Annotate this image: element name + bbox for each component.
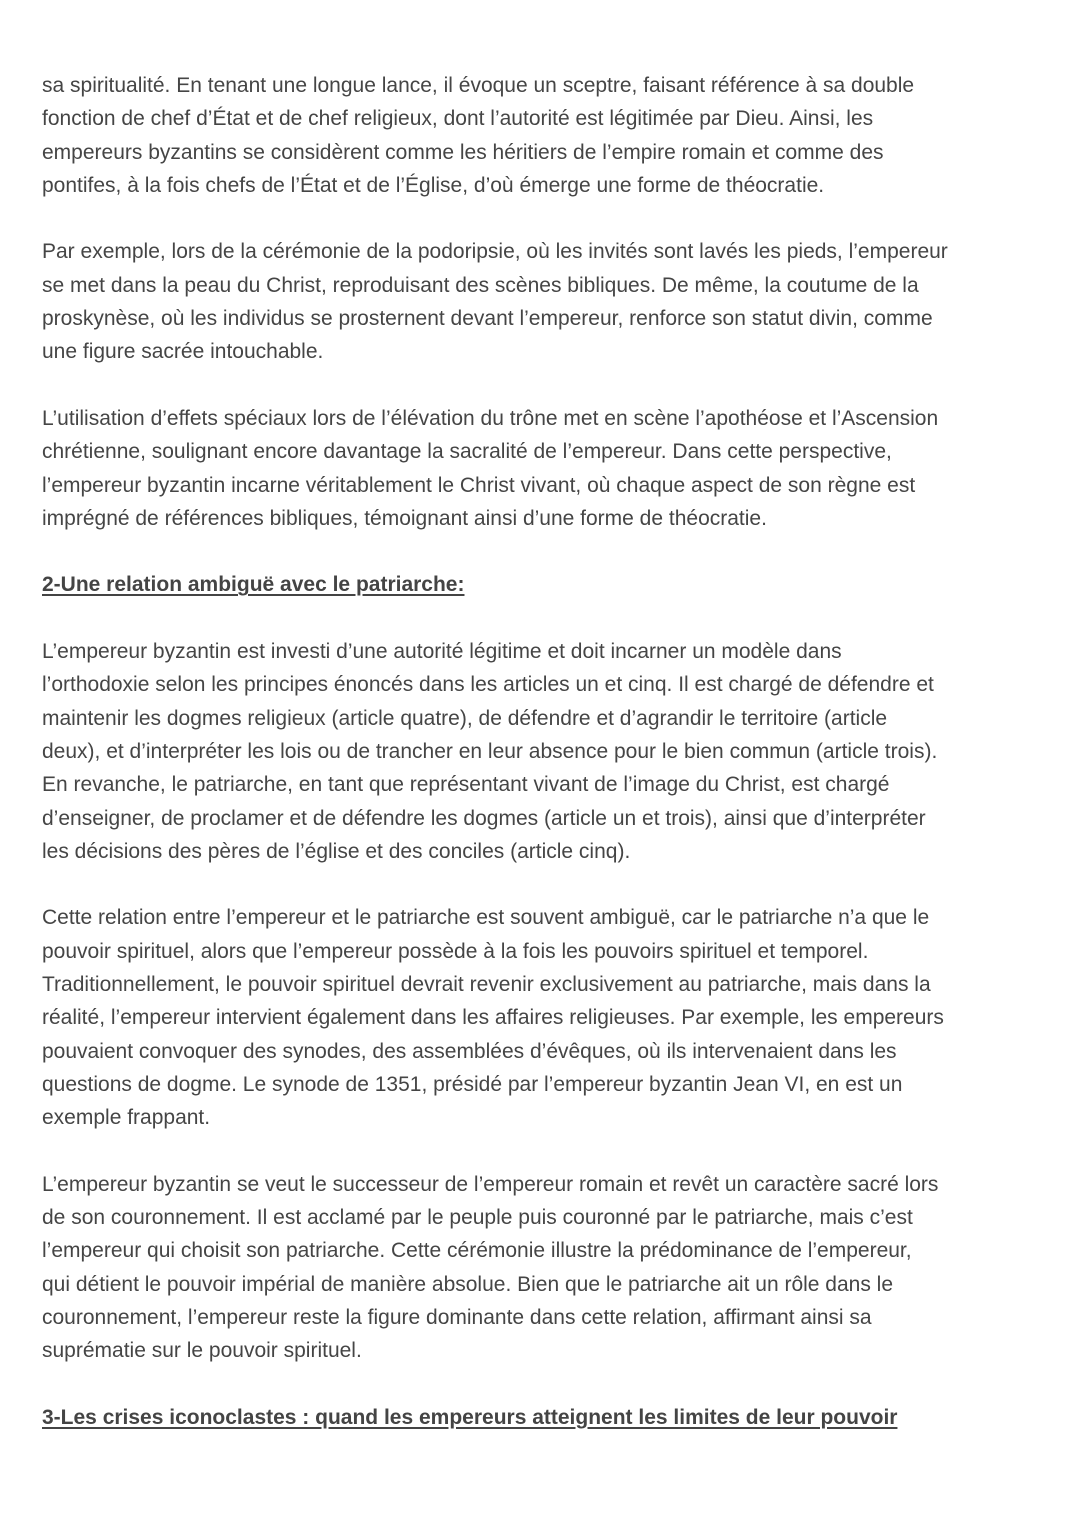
text-line: deux), et d’interpréter les lois ou de trancher en leur absence pour le bien commun (article trois). [42,739,938,763]
text-line: les décisions des pères de l’église et des conciles (article cinq). [42,839,631,863]
text-line: d’enseigner, de proclamer et de défendre les dogmes (article un et trois), ainsi que d’interpréter [42,806,926,830]
paragraph [42,402,1060,535]
text-line: proskynèse, où les individus se prosternent devant l’empereur, renforce son statut divin, comme [42,307,933,331]
text-line: pontifes, à la fois chefs de l’État et de l’Église, d’où émerge une forme de théocratie. [42,173,825,197]
text-line: imprégné de références bibliques, témoignant ainsi d’une forme de théocratie. [42,506,767,530]
section-heading: 3-Les crises iconoclastes : quand les empereurs atteignent les limites de leur pouvoir [42,1405,898,1429]
text-line: qui détient le pouvoir impérial de manière absolue. Bien que le patriarche ait un rôle dans le [42,1272,894,1296]
text-line: Traditionnellement, le pouvoir spirituel devrait revenir exclusivement au patriarche, mais dans la [42,973,931,997]
document-body [42,69,1060,1467]
text-line: sa spiritualité. En tenant une longue lance, il évoque un sceptre, faisant référence à sa double [42,74,915,97]
paragraph [42,901,1060,1134]
text-line: questions de dogme. Le synode de 1351, présidé par l’empereur byzantin Jean VI, en est un [42,1072,903,1096]
text-line: exemple frappant. [42,1106,211,1130]
paragraph [42,69,1060,202]
section-heading: 2-Une relation ambiguë avec le patriarche: [42,573,465,597]
text-line: se met dans la peau du Christ, reproduisant des scènes bibliques. De même, la coutume de la [42,273,919,297]
text-line: empereurs byzantins se considèrent comme les héritiers de l’empire romain et comme des [42,140,884,164]
text-line: l’orthodoxie selon les principes énoncés dans les articles un et cinq. Il est chargé de défendre et [42,673,934,697]
text-line: pouvaient convoquer des synodes, des assemblées d’évêques, où ils intervenaient dans les [42,1039,897,1063]
text-line: En revanche, le patriarche, en tant que représentant vivant de l’image du Christ, est chargé [42,773,890,797]
paragraph [42,235,1060,368]
text-line: pouvoir spirituel, alors que l’empereur possède à la fois les pouvoirs spirituel et temporel. [42,939,869,963]
text-line: réalité, l’empereur intervient également dans les affaires religieuses. Par exemple, les empereurs [42,1006,944,1030]
paragraph [42,1168,1060,1368]
text-line: L’utilisation d’effets spéciaux lors de l’élévation du trône met en scène l’apothéose et l’Ascension [42,406,939,430]
text-line: une figure sacrée intouchable. [42,340,324,364]
text-line: de son couronnement. Il est acclamé par le peuple puis couronné par le patriarche, mais c’est [42,1206,913,1230]
text-line: fonction de chef d’État et de chef religieux, dont l’autorité est légitimée par Dieu. Ainsi, les [42,107,874,131]
text-line: Par exemple, lors de la cérémonie de la podoripsie, où les invités sont lavés les pieds, l’empereur [42,240,948,264]
text-line: L’empereur byzantin se veut le successeur de l’empereur romain et revêt un caractère sacré lors [42,1172,939,1196]
text-line: suprématie sur le pouvoir spirituel. [42,1339,362,1363]
paragraph [42,635,1060,868]
text-line: couronnement, l’empereur reste la figure dominante dans cette relation, affirmant ainsi sa [42,1305,872,1329]
text-line: Cette relation entre l’empereur et le patriarche est souvent ambiguë, car le patriarche n’a que le [42,906,930,930]
text-line: chrétienne, soulignant encore davantage la sacralité de l’empereur. Dans cette perspective, [42,440,892,464]
text-line: l’empereur qui choisit son patriarche. Cette cérémonie illustre la prédominance de l’empereur, [42,1239,912,1263]
text-line: L’empereur byzantin est investi d’une autorité légitime et doit incarner un modèle dans [42,640,842,664]
text-line: l’empereur byzantin incarne véritablement le Christ vivant, où chaque aspect de son règne est [42,473,916,497]
text-line: maintenir les dogmes religieux (article quatre), de défendre et d’agrandir le territoire (article [42,706,888,730]
